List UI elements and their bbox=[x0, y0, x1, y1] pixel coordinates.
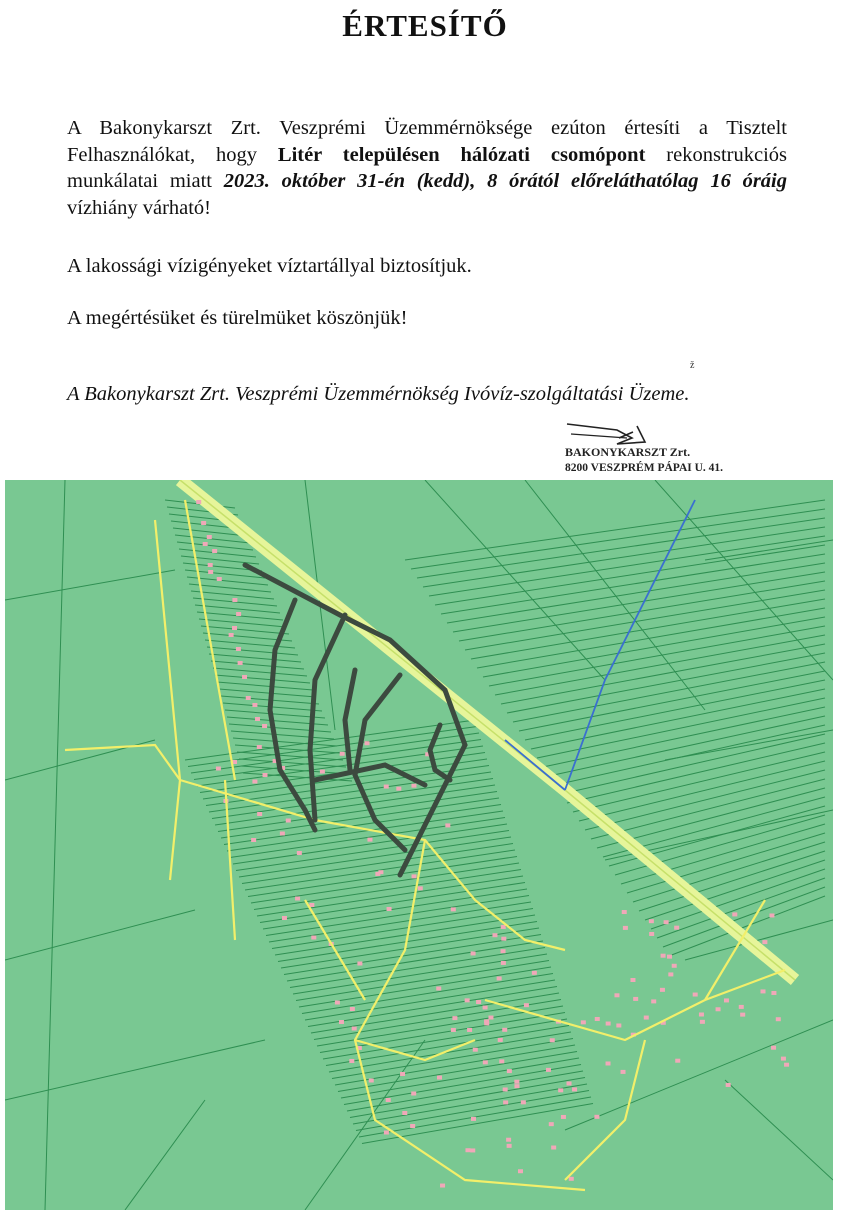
building-mark bbox=[781, 1057, 786, 1061]
parcel-line bbox=[501, 644, 825, 704]
parcel-line bbox=[177, 542, 253, 550]
building-mark bbox=[507, 1069, 512, 1073]
building-mark bbox=[387, 907, 392, 911]
parcel-line bbox=[435, 545, 825, 605]
building-mark bbox=[349, 1059, 354, 1063]
building-mark bbox=[551, 1146, 556, 1150]
building-mark bbox=[208, 563, 213, 567]
parcel-line bbox=[459, 581, 825, 641]
parcel-line bbox=[417, 518, 825, 578]
building-mark bbox=[616, 1023, 621, 1027]
building-mark bbox=[297, 851, 302, 855]
stamp-address: 8200 VESZPRÉM PÁPAI U. 41. bbox=[565, 462, 724, 474]
water-mains bbox=[65, 500, 785, 1190]
building-mark bbox=[436, 986, 441, 990]
building-mark bbox=[483, 1060, 488, 1064]
building-mark bbox=[282, 916, 287, 920]
building-mark bbox=[402, 1111, 407, 1115]
building-mark bbox=[507, 1144, 512, 1148]
building-mark bbox=[567, 1081, 572, 1085]
building-mark bbox=[483, 1006, 488, 1010]
building-mark bbox=[651, 999, 656, 1003]
building-mark bbox=[465, 998, 470, 1002]
building-mark bbox=[716, 1007, 721, 1011]
parcel-line bbox=[495, 635, 825, 695]
building-mark bbox=[672, 964, 677, 968]
building-mark bbox=[546, 1068, 551, 1072]
building-mark bbox=[357, 962, 362, 966]
parcel-line bbox=[201, 626, 289, 634]
parcel-line bbox=[585, 770, 825, 830]
building-mark bbox=[771, 991, 776, 995]
building-mark bbox=[440, 1184, 445, 1188]
building-mark bbox=[236, 612, 241, 616]
building-mark bbox=[569, 1177, 574, 1181]
building-mark bbox=[445, 823, 450, 827]
building-mark bbox=[497, 976, 502, 980]
parcel-line bbox=[233, 738, 337, 746]
parcel-line bbox=[205, 640, 295, 648]
notice-date-time: 2023. október 31-én (kedd), 8 órától előreláthatólag 16 óráig bbox=[223, 170, 787, 192]
building-mark bbox=[340, 752, 345, 756]
notice-signature: A Bakonykarszt Zrt. Veszprémi Üzemmérnökség Ivóvíz-szolgáltatási Üzeme. bbox=[67, 383, 690, 405]
building-mark bbox=[724, 998, 729, 1002]
parcel-line bbox=[231, 731, 334, 739]
building-mark bbox=[622, 910, 627, 914]
building-mark bbox=[514, 1084, 519, 1088]
building-mark bbox=[667, 955, 672, 959]
building-mark bbox=[501, 961, 506, 965]
small-mark: ž bbox=[690, 360, 695, 371]
parcel-line bbox=[573, 752, 825, 812]
building-mark bbox=[467, 1028, 472, 1032]
building-mark bbox=[364, 741, 369, 745]
building-mark bbox=[514, 1080, 519, 1084]
building-mark bbox=[252, 703, 257, 707]
building-mark bbox=[375, 872, 380, 876]
parcel-line bbox=[471, 599, 825, 659]
building-mark bbox=[286, 819, 291, 823]
building-mark bbox=[699, 1012, 704, 1016]
building-mark bbox=[501, 949, 506, 953]
parcel-line bbox=[525, 680, 825, 740]
building-mark bbox=[410, 1124, 415, 1128]
building-mark bbox=[295, 897, 300, 901]
parcel-line bbox=[207, 647, 298, 655]
parcel-line bbox=[441, 554, 825, 614]
parcel-line bbox=[489, 626, 825, 686]
parcel-line bbox=[477, 608, 825, 668]
building-mark bbox=[437, 1076, 442, 1080]
parcel-line bbox=[213, 668, 307, 676]
building-mark bbox=[521, 1100, 526, 1104]
company-stamp bbox=[557, 418, 757, 482]
building-mark bbox=[262, 724, 267, 728]
building-mark bbox=[503, 1087, 508, 1091]
building-mark bbox=[386, 1098, 391, 1102]
building-mark bbox=[499, 1059, 504, 1063]
building-mark bbox=[232, 598, 237, 602]
notice-paragraph-main bbox=[67, 115, 787, 221]
building-mark bbox=[614, 993, 619, 997]
parcel-line bbox=[411, 509, 825, 569]
parcel-line bbox=[199, 619, 286, 627]
building-mark bbox=[549, 1122, 554, 1126]
building-mark bbox=[320, 770, 325, 774]
building-mark bbox=[644, 1016, 649, 1020]
building-mark bbox=[335, 1001, 340, 1005]
building-mark bbox=[465, 1148, 470, 1152]
parcel-line bbox=[513, 662, 825, 722]
building-mark bbox=[668, 972, 673, 976]
parcel-line bbox=[555, 725, 825, 785]
building-mark bbox=[196, 500, 201, 504]
building-mark bbox=[451, 907, 456, 911]
building-mark bbox=[232, 626, 237, 630]
stamp-company-name: BAKONYKARSZT Zrt. bbox=[565, 445, 691, 459]
network-map bbox=[5, 480, 833, 1210]
building-mark bbox=[412, 874, 417, 878]
building-mark bbox=[242, 675, 247, 679]
notice-text-a: A Bakonykarszt Zrt. Veszprémi Üzemmérnöksége ezúton értesíti a Tisztelt Felhasználókat, hogy bbox=[67, 117, 787, 166]
building-mark bbox=[201, 521, 206, 525]
parcel-line bbox=[531, 689, 825, 749]
building-mark bbox=[471, 1117, 476, 1121]
building-mark bbox=[263, 773, 268, 777]
building-mark bbox=[411, 1092, 416, 1096]
parcel-line bbox=[179, 549, 256, 557]
building-mark bbox=[418, 886, 423, 890]
building-mark bbox=[561, 1115, 566, 1119]
building-mark bbox=[311, 936, 316, 940]
building-markers bbox=[196, 500, 789, 1188]
parcel-line bbox=[567, 743, 825, 803]
building-mark bbox=[216, 767, 221, 771]
notice-paragraph-supply: A lakossági vízigényeket víztartállyal biztosítjuk. bbox=[67, 255, 472, 277]
building-mark bbox=[661, 954, 666, 958]
building-mark bbox=[212, 549, 217, 553]
building-mark bbox=[594, 1115, 599, 1119]
building-mark bbox=[700, 1020, 705, 1024]
building-mark bbox=[352, 1027, 357, 1031]
parcel-line bbox=[543, 707, 825, 767]
parcel-line bbox=[195, 605, 280, 613]
building-mark bbox=[660, 988, 665, 992]
building-mark bbox=[217, 577, 222, 581]
parcel-line bbox=[229, 724, 331, 732]
building-mark bbox=[369, 1079, 374, 1083]
building-mark bbox=[502, 1028, 507, 1032]
building-mark bbox=[769, 913, 774, 917]
building-mark bbox=[484, 1019, 489, 1023]
building-mark bbox=[606, 1061, 611, 1065]
building-mark bbox=[488, 1016, 493, 1020]
building-mark bbox=[674, 926, 679, 930]
building-mark bbox=[257, 745, 262, 749]
parcel-line bbox=[215, 675, 310, 683]
building-mark bbox=[207, 535, 212, 539]
parcel-line bbox=[209, 654, 301, 662]
building-mark bbox=[470, 1148, 475, 1152]
building-mark bbox=[400, 1072, 405, 1076]
building-mark bbox=[280, 832, 285, 836]
building-mark bbox=[762, 940, 767, 944]
parcel-line bbox=[181, 556, 259, 564]
parcel-line bbox=[423, 527, 825, 587]
building-mark bbox=[384, 785, 389, 789]
parcel-line bbox=[483, 617, 825, 677]
building-mark bbox=[501, 925, 506, 929]
map-graphic bbox=[5, 480, 833, 1210]
building-mark bbox=[623, 926, 628, 930]
building-mark bbox=[558, 1088, 563, 1092]
building-mark bbox=[664, 920, 669, 924]
building-mark bbox=[649, 919, 654, 923]
parcel-line bbox=[453, 572, 825, 632]
building-mark bbox=[740, 1013, 745, 1017]
building-mark bbox=[771, 1046, 776, 1050]
building-mark bbox=[630, 978, 635, 982]
notice-text-c: vízhiány várható! bbox=[67, 196, 212, 219]
building-mark bbox=[476, 1000, 481, 1004]
building-mark bbox=[761, 989, 766, 993]
building-mark bbox=[550, 1038, 555, 1042]
parcel-line bbox=[429, 536, 825, 596]
building-mark bbox=[255, 717, 260, 721]
building-mark bbox=[396, 787, 401, 791]
building-mark bbox=[236, 647, 241, 651]
building-mark bbox=[498, 1038, 503, 1042]
page-title: ÉRTESÍTŐ bbox=[342, 8, 508, 43]
building-mark bbox=[257, 812, 262, 816]
building-mark bbox=[633, 997, 638, 1001]
parcel-line bbox=[507, 653, 825, 713]
building-mark bbox=[693, 993, 698, 997]
building-mark bbox=[246, 696, 251, 700]
building-mark bbox=[492, 933, 497, 937]
building-mark bbox=[621, 1070, 626, 1074]
parcel-line bbox=[549, 716, 825, 776]
building-mark bbox=[726, 1083, 731, 1087]
building-mark bbox=[251, 838, 256, 842]
building-mark bbox=[238, 661, 243, 665]
building-mark bbox=[367, 838, 372, 842]
building-mark bbox=[675, 1059, 680, 1063]
building-mark bbox=[411, 784, 416, 788]
parcel-line bbox=[519, 671, 825, 731]
parcel-line bbox=[219, 689, 316, 697]
building-mark bbox=[203, 542, 208, 546]
building-mark bbox=[471, 951, 476, 955]
parcel-line bbox=[211, 661, 304, 669]
building-mark bbox=[208, 570, 213, 574]
parcel-line bbox=[175, 535, 250, 543]
building-mark bbox=[532, 971, 537, 975]
building-mark bbox=[606, 1022, 611, 1026]
notice-paragraph-thanks: A megértésüket és türelmüket köszönjük! bbox=[67, 307, 408, 329]
notice-text-b: rekonstrukciós munkálatai miatt bbox=[67, 143, 787, 192]
building-mark bbox=[451, 1028, 456, 1032]
building-mark bbox=[501, 937, 506, 941]
building-mark bbox=[503, 1100, 508, 1104]
building-mark bbox=[506, 1138, 511, 1142]
parcel-line bbox=[447, 563, 825, 623]
building-mark bbox=[776, 1017, 781, 1021]
building-mark bbox=[572, 1087, 577, 1091]
building-mark bbox=[473, 1048, 478, 1052]
parcel-line bbox=[561, 734, 825, 794]
building-mark bbox=[339, 1020, 344, 1024]
notice-location: Litér településen hálózati csomópont bbox=[277, 143, 646, 166]
parcel-line bbox=[217, 682, 313, 690]
building-mark bbox=[350, 1007, 355, 1011]
parcel-line bbox=[579, 761, 825, 821]
signature-scribble bbox=[557, 418, 757, 448]
building-mark bbox=[581, 1020, 586, 1024]
building-mark bbox=[732, 912, 737, 916]
building-mark bbox=[649, 932, 654, 936]
building-mark bbox=[784, 1063, 789, 1067]
building-mark bbox=[452, 1016, 457, 1020]
building-mark bbox=[252, 780, 257, 784]
building-mark bbox=[384, 1131, 389, 1135]
building-mark bbox=[524, 1003, 529, 1007]
building-mark bbox=[518, 1169, 523, 1173]
parcel-lines bbox=[5, 480, 833, 1210]
building-mark bbox=[229, 633, 234, 637]
building-mark bbox=[739, 1005, 744, 1009]
building-mark bbox=[595, 1017, 600, 1021]
